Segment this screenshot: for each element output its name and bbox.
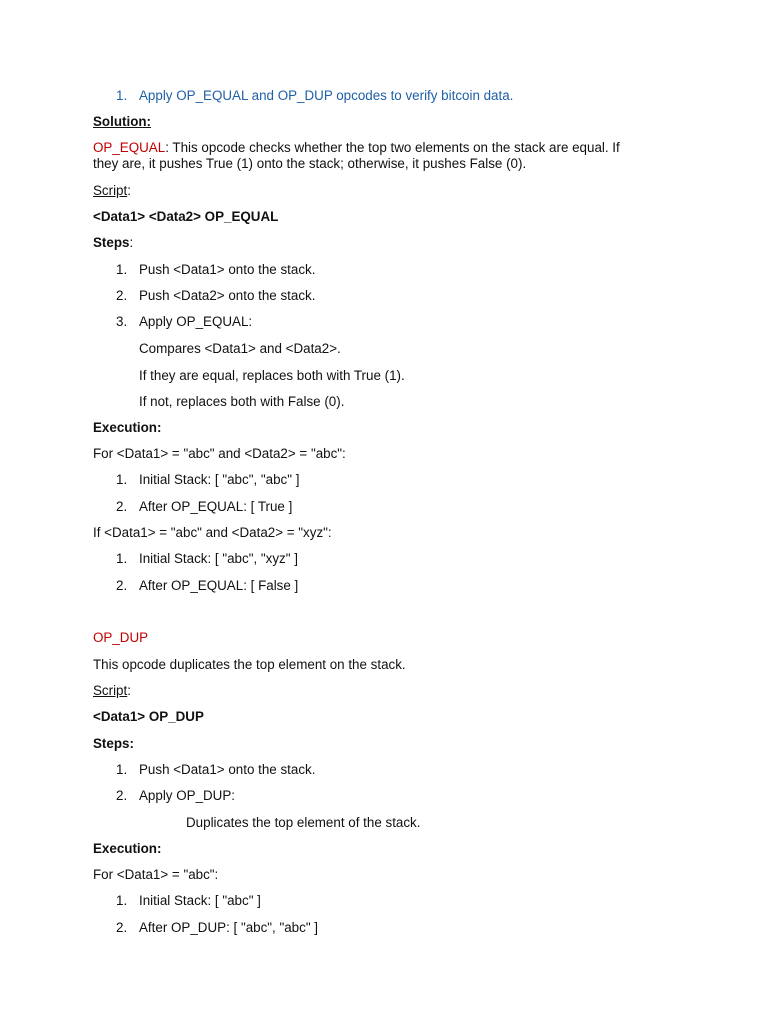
op-dup-description: This opcode duplicates the top element on the stack. bbox=[93, 657, 406, 672]
op-equal-desc-text: : This opcode checks whether the top two elements on the stack are equal. If bbox=[165, 140, 620, 155]
case-step-text: Initial Stack: [ "abc" ] bbox=[139, 893, 261, 908]
op-equal-script: <Data1> <Data2> OP_EQUAL bbox=[93, 209, 279, 224]
substep-text: If they are equal, replaces both with True (1). bbox=[139, 368, 405, 383]
op-dup-case-title: For <Data1> = "abc": bbox=[93, 867, 219, 882]
step-number: 2. bbox=[116, 288, 128, 303]
substep-text: If not, replaces both with False (0). bbox=[139, 394, 345, 409]
case-step-text: After OP_EQUAL: [ True ] bbox=[139, 499, 293, 514]
step-text: Apply OP_EQUAL: bbox=[139, 314, 253, 329]
step-number: 1. bbox=[116, 762, 128, 777]
step-text: Push <Data1> onto the stack. bbox=[139, 262, 316, 277]
script-label-colon: : bbox=[127, 183, 131, 198]
op-equal-script-label bbox=[93, 183, 131, 199]
op-dup-heading: OP_DUP bbox=[93, 630, 149, 645]
op-equal-name: OP_EQUAL bbox=[93, 140, 166, 155]
case2-title: If <Data1> = "abc" and <Data2> = "xyz": bbox=[93, 525, 332, 540]
case-step-number: 1. bbox=[116, 551, 128, 566]
case-step-number: 2. bbox=[116, 920, 128, 935]
step-number: 3. bbox=[116, 314, 128, 329]
op-dup-script-label bbox=[93, 683, 131, 699]
steps-label-text: Steps bbox=[93, 235, 130, 250]
case-step-number: 1. bbox=[116, 893, 128, 908]
script-label-text: Script bbox=[93, 183, 128, 198]
op-equal-steps-label bbox=[93, 235, 133, 251]
case-step-text: After OP_DUP: [ "abc", "abc" ] bbox=[139, 920, 319, 935]
case-step-number: 2. bbox=[116, 499, 128, 514]
case-step-text: Initial Stack: [ "abc", "abc" ] bbox=[139, 472, 300, 487]
task-text: Apply OP_EQUAL and OP_DUP opcodes to verify bitcoin data. bbox=[139, 88, 514, 103]
op-dup-steps-label: Steps: bbox=[93, 736, 134, 751]
op-equal-description-line1 bbox=[93, 140, 620, 156]
case-step-text: Initial Stack: [ "abc", "xyz" ] bbox=[139, 551, 298, 566]
script-label-colon: : bbox=[127, 683, 131, 698]
step-text: Push <Data1> onto the stack. bbox=[139, 762, 316, 777]
step-number: 1. bbox=[116, 262, 128, 277]
step-text: Push <Data2> onto the stack. bbox=[139, 288, 316, 303]
task-number: 1. bbox=[116, 88, 128, 103]
case-step-number: 1. bbox=[116, 472, 128, 487]
op-equal-description-line2: they are, it pushes True (1) onto the stack; otherwise, it pushes False (0). bbox=[93, 156, 527, 171]
script-label-text: Script bbox=[93, 683, 128, 698]
substep-text: Compares <Data1> and <Data2>. bbox=[139, 341, 341, 356]
substep-text: Duplicates the top element of the stack. bbox=[186, 815, 421, 830]
case-step-text: After OP_EQUAL: [ False ] bbox=[139, 578, 299, 593]
step-number: 2. bbox=[116, 788, 128, 803]
op-equal-execution-label: Execution: bbox=[93, 420, 162, 435]
steps-label-colon: : bbox=[129, 235, 134, 250]
step-text: Apply OP_DUP: bbox=[139, 788, 236, 803]
case1-title: For <Data1> = "abc" and <Data2> = "abc": bbox=[93, 446, 346, 461]
op-dup-execution-label: Execution: bbox=[93, 841, 162, 856]
solution-heading: Solution: bbox=[93, 114, 152, 129]
case-step-number: 2. bbox=[116, 578, 128, 593]
op-dup-script: <Data1> OP_DUP bbox=[93, 709, 204, 724]
